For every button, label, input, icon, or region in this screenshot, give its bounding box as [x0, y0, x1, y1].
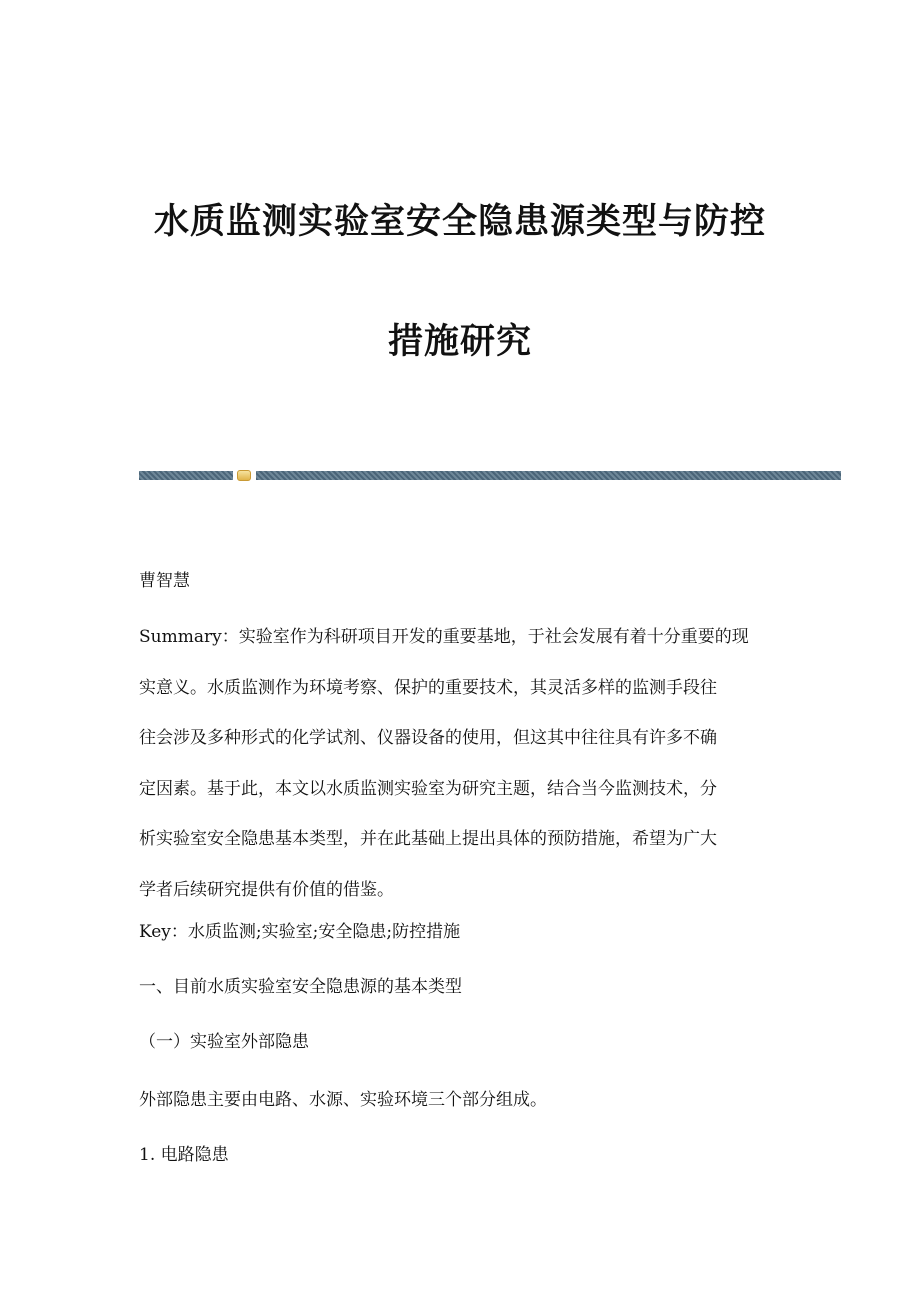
divider-bar-left [139, 471, 233, 480]
summary-line: 学者后续研究提供有价值的借鉴。 [139, 879, 394, 900]
title-divider [139, 471, 841, 480]
keywords-line: Key：水质监测;实验室;安全隐患;防控措施 [139, 922, 461, 942]
summary-line: Summary：实验室作为科研项目开发的重要基地，于社会发展有着十分重要的现 [139, 627, 749, 647]
summary-line: 定因素。基于此，本文以水质监测实验室为研究主题，结合当今监测技术，分 [139, 778, 717, 799]
summary-paragraph [139, 627, 789, 930]
divider-bar-right [256, 471, 841, 480]
subsection-heading: （一）实验室外部隐患 [139, 1032, 309, 1052]
summary-line: 析实验室安全隐患基本类型，并在此基础上提出具体的预防措施，希望为广大 [139, 829, 717, 849]
item-heading: 1. 电路隐患 [139, 1145, 229, 1165]
envelope-ornament-icon [237, 470, 251, 481]
title-line-2: 措施研究 [387, 322, 532, 362]
section-heading: 一、目前水质实验室安全隐患源的基本类型 [139, 977, 462, 997]
summary-line: 实意义。水质监测作为环境考察、保护的重要技术，其灵活多样的监测手段往 [139, 677, 717, 698]
summary-line: 往会涉及多种形式的化学试剂、仪器设备的使用，但这其中往往具有许多不确 [139, 728, 717, 748]
title-line-1: 水质监测实验室安全隐患源类型与防控 [153, 202, 766, 242]
subsection-paragraph: 外部隐患主要由电路、水源、实验环境三个部分组成。 [139, 1090, 547, 1110]
author-name: 曹智慧 [139, 571, 190, 591]
